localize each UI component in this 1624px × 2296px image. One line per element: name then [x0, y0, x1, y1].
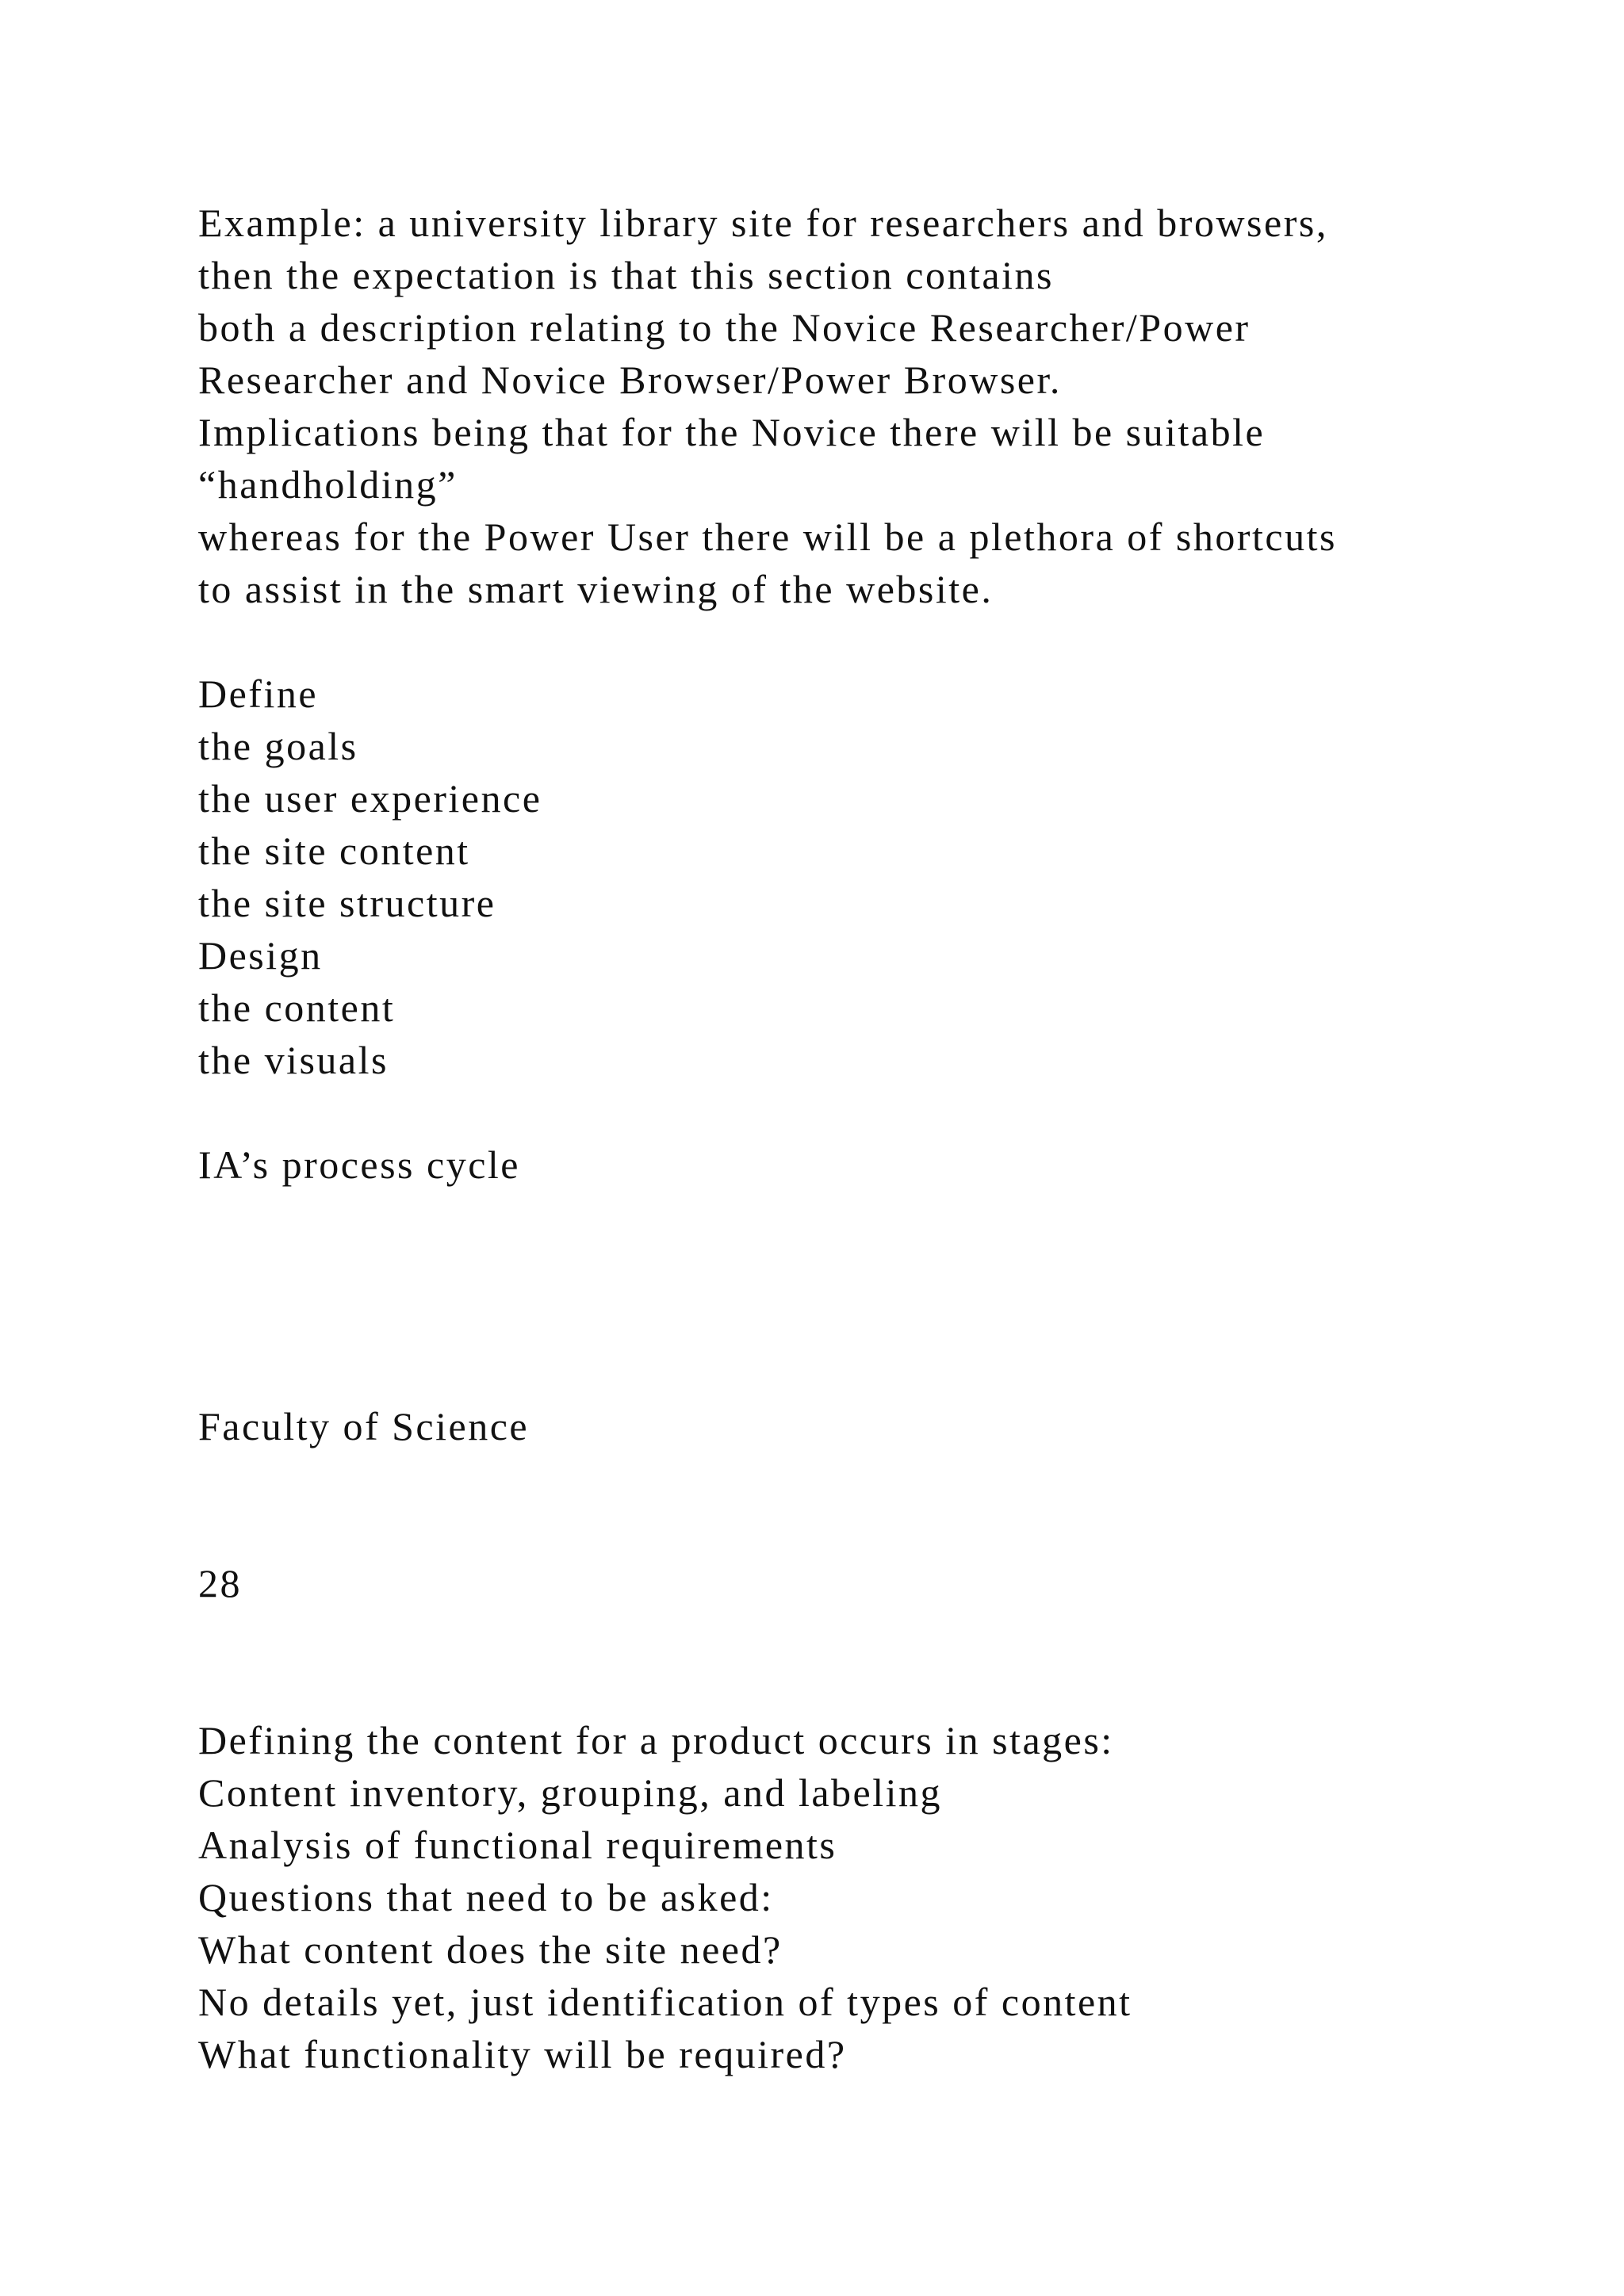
process-list-item: the visuals — [198, 1038, 389, 1082]
content-stages-line: Analysis of functional requirements — [198, 1823, 837, 1867]
process-list-item: Design — [198, 933, 323, 978]
content-stages-line: What content does the site need? — [198, 1927, 783, 1972]
process-list-item: the goals — [198, 724, 358, 768]
footer-label: Faculty of Science — [198, 1404, 530, 1448]
intro-line: “handholding” — [198, 462, 458, 507]
process-list-item: the user experience — [198, 776, 542, 821]
figure-caption: IA’s process cycle — [198, 1142, 520, 1187]
process-list-item: the site structure — [198, 881, 496, 925]
content-stages-line: Content inventory, grouping, and labeling — [198, 1770, 942, 1815]
intro-line: Implications being that for the Novice there will be suitable — [198, 410, 1266, 454]
intro-line: whereas for the Power User there will be a plethora of shortcuts — [198, 515, 1337, 559]
process-list-item: the content — [198, 985, 396, 1030]
intro-line: to assist in the smart viewing of the website. — [198, 567, 994, 611]
process-list-item: Define — [198, 672, 319, 716]
content-stages-line: Questions that need to be asked: — [198, 1875, 774, 1919]
intro-line: Researcher and Novice Browser/Power Browser. — [198, 358, 1062, 402]
page-number: 28 — [198, 1561, 242, 1605]
intro-line: both a description relating to the Novice Researcher/Power — [198, 305, 1251, 350]
content-stages-line: No details yet, just identification of types of content — [198, 1980, 1132, 2024]
content-stages-line: Defining the content for a product occurs in stages: — [198, 1718, 1114, 1762]
intro-line: then the expectation is that this section contains — [198, 253, 1054, 297]
intro-line: Example: a university library site for researchers and browsers, — [198, 201, 1328, 245]
process-list-item: the site content — [198, 828, 470, 873]
content-stages-line: What functionality will be required? — [198, 2032, 847, 2076]
